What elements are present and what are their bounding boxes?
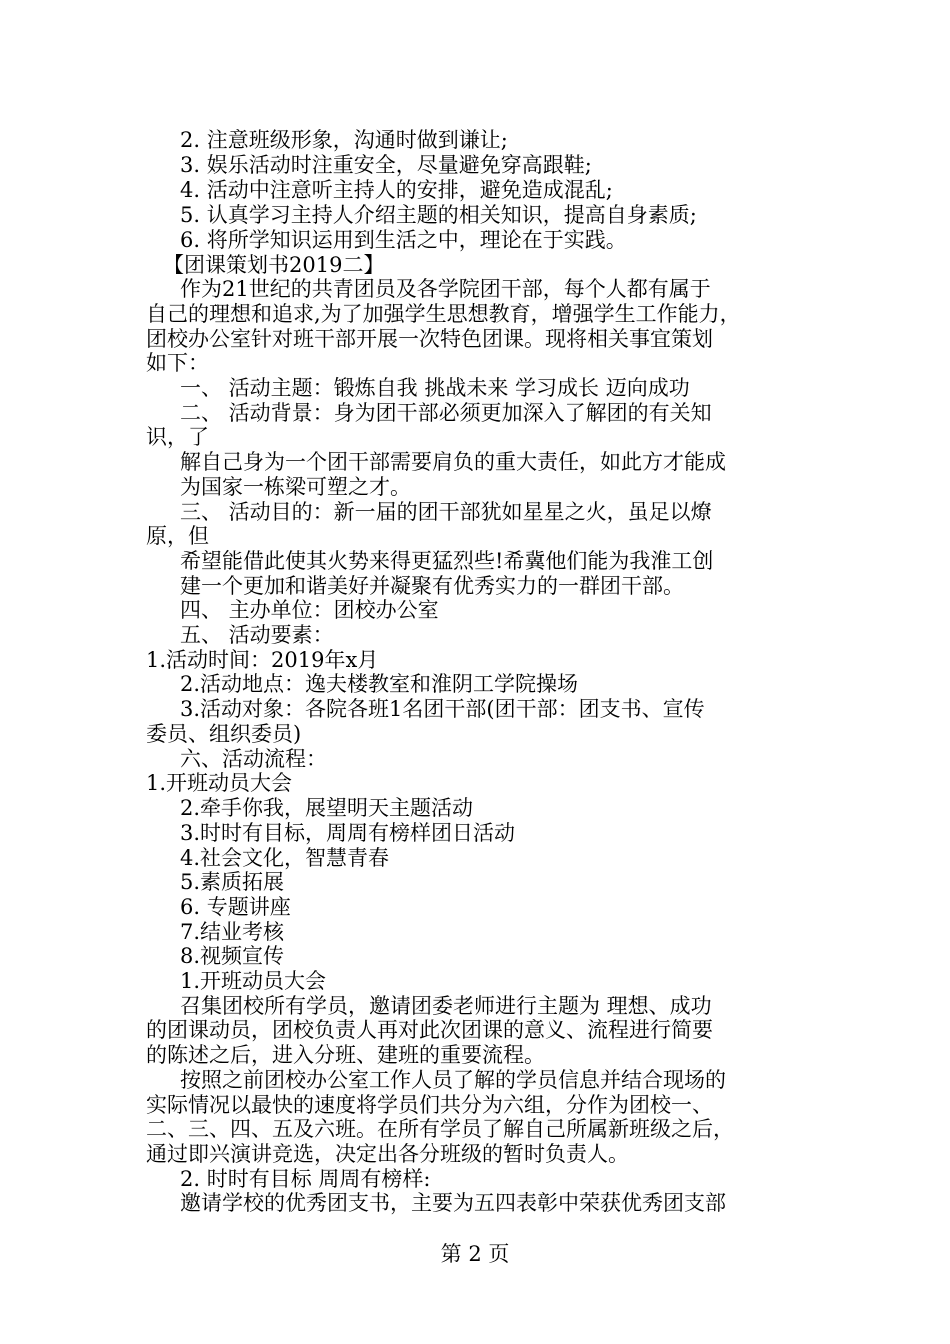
text-line: 识，了 [146, 425, 209, 449]
text-line: 按照之前团校办公室工作人员了解的学员信息并结合现场的 [180, 1068, 726, 1092]
text-line: 1.开班动员大会 [146, 771, 293, 795]
text-line: 为国家一栋梁可塑之才。 [180, 475, 411, 499]
text-line: 3. 娱乐活动时注重安全，尽量避免穿高跟鞋; [180, 153, 592, 177]
text-line: 二、三、四、五及六班。在所有学员了解自己所属新班级之后， [146, 1117, 734, 1141]
text-line: 3.时时有目标，周周有榜样团日活动 [180, 821, 516, 845]
text-line: 3.活动对象：各院各班1名团干部(团干部：团支书、宣传 [180, 697, 705, 721]
text-line: 2.牵手你我，展望明天主题活动 [180, 796, 474, 820]
text-line: 团校办公室针对班干部开展一次特色团课。现将相关事宜策划 [146, 327, 713, 351]
text-line: 6. 专题讲座 [180, 895, 291, 919]
text-line: 委员、组织委员) [146, 722, 302, 746]
text-line: 的团课动员，团校负责人再对此次团课的意义、流程进行简要 [146, 1018, 713, 1042]
text-line: 1.开班动员大会 [180, 969, 327, 993]
text-line: 1.活动时间：2019年x月 [146, 648, 379, 672]
text-line: 通过即兴演讲竞选，决定出各分班级的暂时负责人。 [146, 1142, 629, 1166]
text-line: 四、 主办单位：团校办公室 [180, 598, 439, 622]
section-heading: 【团课策划书2019二】 [163, 253, 385, 277]
text-line: 一、 活动主题：锻炼自我 挑战未来 学习成长 迈向成功 [180, 376, 690, 400]
text-line: 8.视频宣传 [180, 944, 285, 968]
text-line: 解自己身为一个团干部需要肩负的重大责任，如此方才能成 [180, 450, 726, 474]
text-line: 4.社会文化，智慧青春 [180, 846, 390, 870]
text-line: 邀请学校的优秀团支书，主要为五四表彰中荣获优秀团支部 [180, 1191, 726, 1215]
text-line: 作为21世纪的共青团员及各学院团干部，每个人都有属于 [180, 277, 711, 301]
text-line: 召集团校所有学员，邀请团委老师进行主题为 理想、成功 [180, 994, 712, 1018]
text-line: 4. 活动中注意听主持人的安排，避免造成混乱; [180, 178, 613, 202]
text-line: 的陈述之后，进入分班、建班的重要流程。 [146, 1043, 545, 1067]
text-line: 5. 认真学习主持人介绍主题的相关知识，提高自身素质; [180, 203, 697, 227]
text-line: 二、 活动背景：身为团干部必须更加深入了解团的有关知 [180, 401, 712, 425]
text-line: 2. 时时有目标 周周有榜样: [180, 1167, 431, 1191]
text-line: 2.活动地点：逸夫楼教室和淮阴工学院操场 [180, 672, 579, 696]
text-line: 原，但 [146, 524, 209, 548]
text-line: 建一个更加和谐美好并凝聚有优秀实力的一群团干部。 [180, 574, 684, 598]
text-line: 五、 活动要素： [180, 623, 334, 647]
text-line: 六、活动流程： [180, 747, 327, 771]
text-line: 希望能借此使其火势来得更猛烈些!希冀他们能为我淮工创 [180, 549, 714, 573]
text-line: 实际情况以最快的速度将学员们共分为六组，分作为团校一、 [146, 1093, 713, 1117]
text-line: 如下： [146, 351, 209, 375]
text-line: 自己的理想和追求,为了加强学生思想教育，增强学生工作能力， [146, 302, 741, 326]
text-line: 三、 活动目的：新一届的团干部犹如星星之火，虽足以燎 [180, 500, 712, 524]
text-line: 6. 将所学知识运用到生活之中，理论在于实践。 [180, 228, 627, 252]
text-line: 7.结业考核 [180, 920, 285, 944]
text-line: 5.素质拓展 [180, 870, 285, 894]
page-number: 第 2 页 [440, 1242, 510, 1266]
text-line: 2. 注意班级形象，沟通时做到谦让; [180, 128, 508, 152]
